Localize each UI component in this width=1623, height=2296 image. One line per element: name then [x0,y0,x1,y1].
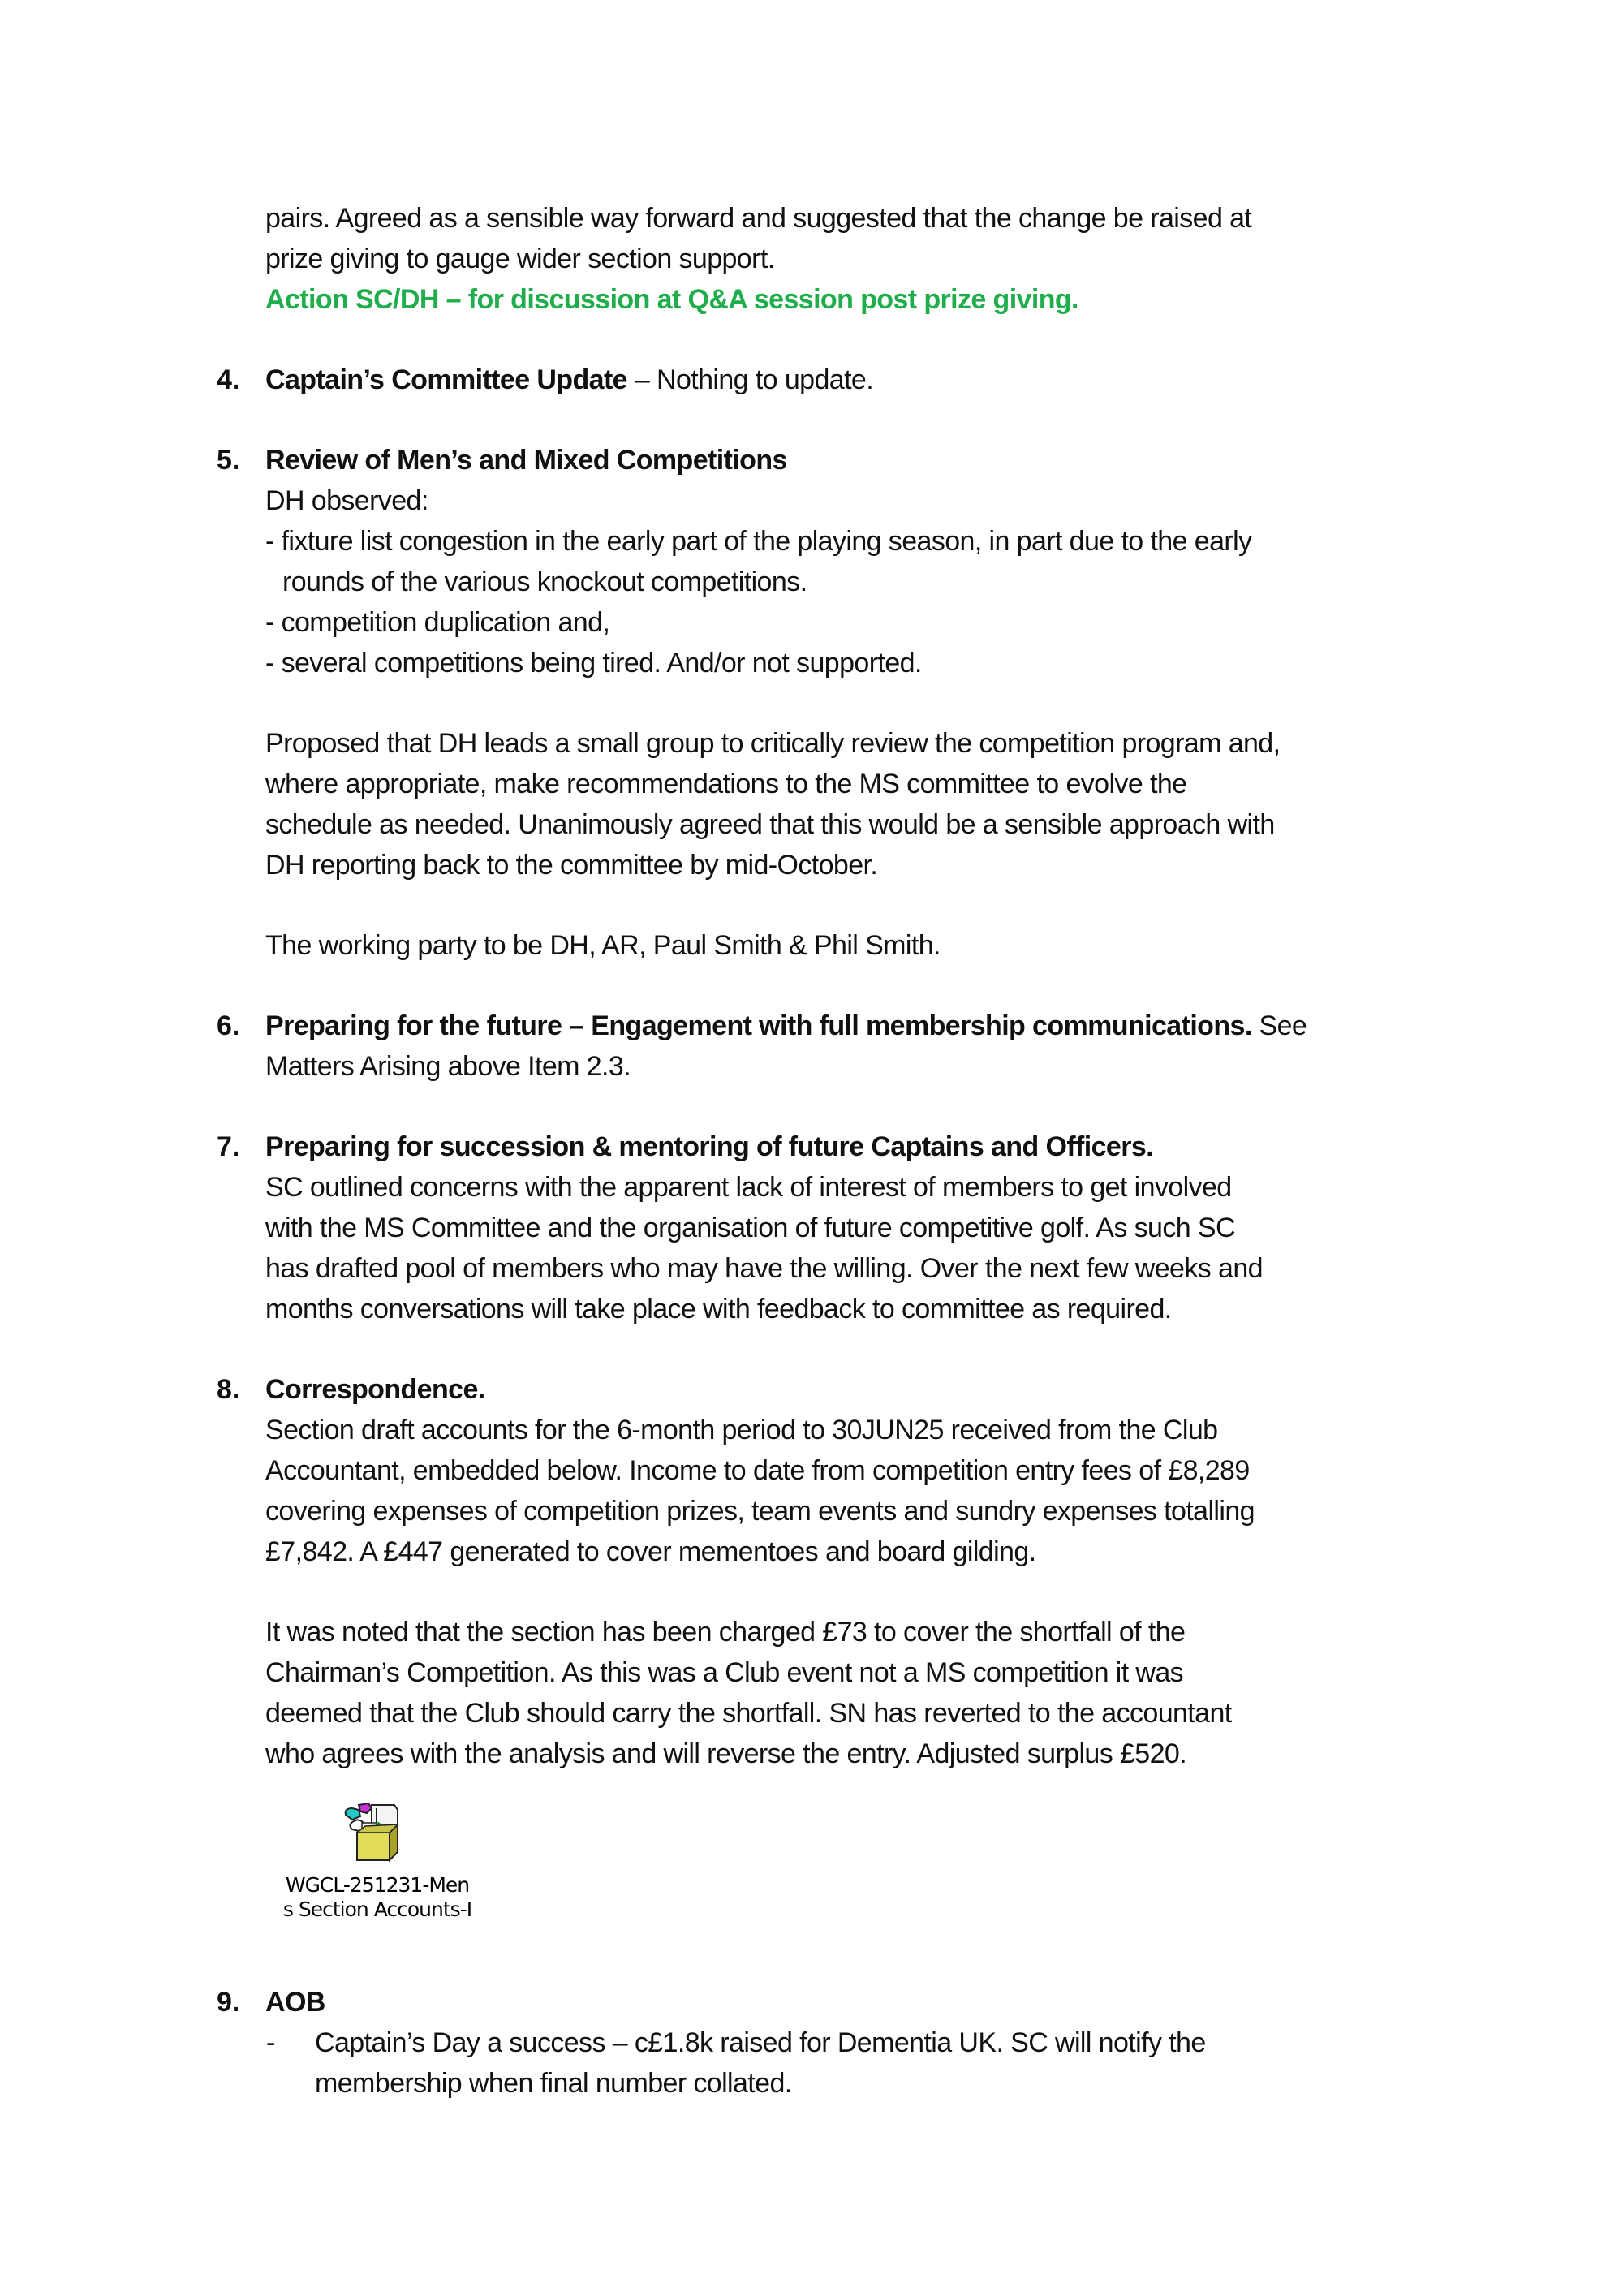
item-number: 5. [217,445,240,476]
body-text: months conversations will take place with feedback to committee as required. [265,1294,1172,1325]
body-text: with the MS Committee and the organisation of future competitive golf. As such SC [265,1213,1235,1243]
item-number: 7. [217,1131,240,1162]
section-heading: Preparing for succession & mentoring of future Captains and Officers. [265,1131,1154,1162]
action-note: Action SC/DH – for discussion at Q&A session post prize giving. [265,284,1078,315]
section-heading: Review of Men’s and Mixed Competitions [265,445,787,476]
body-text: DH observed: [265,485,428,516]
observation-item: - fixture list congestion in the early part of the playing season, in part due to the early [265,526,1252,557]
item-number: 8. [217,1374,240,1405]
observation-item: rounds of the various knockout competitions. [282,566,807,597]
item-4-heading [265,360,873,400]
attachment-label: WGCL-251231-Men [285,1873,470,1897]
section-heading: AOB [265,1987,325,2018]
body-text: DH reporting back to the committee by mid-October. [265,850,878,881]
body-text: Matters Arising above Item 2.3. [265,1051,631,1082]
item-number: 9. [217,1987,240,2018]
body-text: It was noted that the section has been charged £73 to cover the shortfall of the [265,1617,1186,1648]
body-text: deemed that the Club should carry the shortfall. SN has reverted to the accountant [265,1698,1232,1729]
body-text: Proposed that DH leads a small group to critically review the competition program and, [265,728,1281,759]
bullet-text: Captain’s Day a success – c£1.8k raised for Dementia UK. SC will notify the [315,2027,1206,2058]
section-heading: Captain’s Committee Update [265,364,627,395]
heading-suffix: See [1251,1010,1307,1041]
body-text: pairs. Agreed as a sensible way forward and suggested that the change be raised at [265,203,1252,234]
body-text: covering expenses of competition prizes, team events and sundry expenses totalling [265,1496,1255,1527]
bullet-marker: - [266,2027,276,2058]
bullet-text: membership when final number collated. [315,2068,792,2099]
item-number: 6. [217,1010,240,1041]
body-text: prize giving to gauge wider section support. [265,243,775,274]
observation-item: - several competitions being tired. And/or not supported. [265,648,922,678]
body-text: £7,842. A £447 generated to cover mementoes and board gilding. [265,1536,1036,1567]
observation-item: - competition duplication and, [265,607,610,638]
body-text: Section draft accounts for the 6-month period to 30JUN25 received from the Club [265,1415,1218,1445]
body-text: The working party to be DH, AR, Paul Smith & Phil Smith. [265,930,941,961]
attachment-label: s Section Accounts-I [282,1898,472,1921]
body-text: who agrees with the analysis and will reverse the entry. Adjusted surplus £520. [265,1738,1187,1769]
section-heading: Preparing for the future – Engagement with full membership communications. [265,1010,1252,1041]
body-text: where appropriate, make recommendations to the MS committee to evolve the [265,769,1187,799]
body-text: schedule as needed. Unanimously agreed that this would be a sensible approach with [265,809,1275,840]
embedded-accounts-attachment[interactable] [264,1800,491,1930]
item-number: 4. [217,364,240,395]
section-heading: Correspondence. [265,1374,485,1405]
heading-suffix: – Nothing to update. [627,364,874,395]
body-text: Accountant, embedded below. Income to date from competition entry fees of £8,289 [265,1455,1250,1486]
package-icon [341,1800,406,1865]
body-text: SC outlined concerns with the apparent lack of interest of members to get involved [265,1172,1232,1203]
body-text: has drafted pool of members who may have the willing. Over the next few weeks and [265,1253,1263,1284]
item-6-heading [265,1006,1307,1046]
body-text: Chairman’s Competition. As this was a Club event not a MS competition it was [265,1657,1184,1688]
